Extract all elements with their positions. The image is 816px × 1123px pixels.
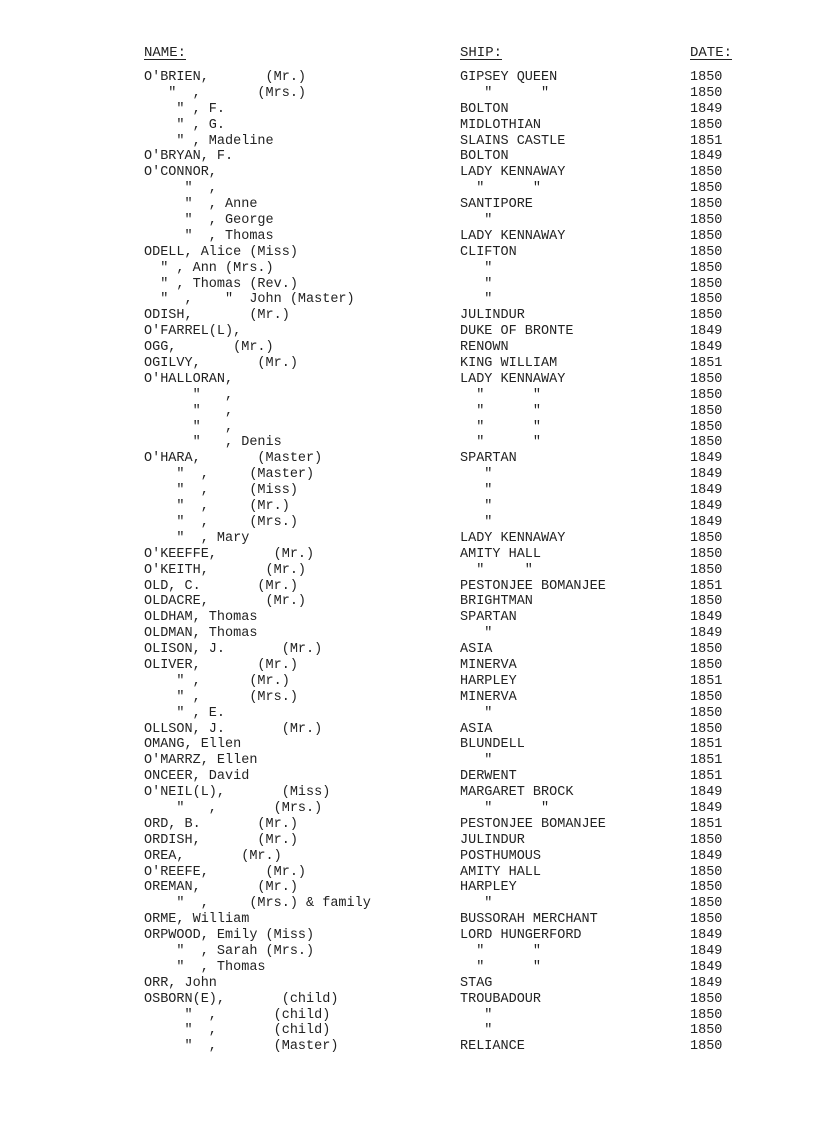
passenger-name: OLISON, J. (Mr.) [144,642,323,658]
ship-name: SPARTAN [460,610,517,626]
ship-name: LADY KENNAWAY [460,371,566,387]
arrival-date: 1850 [690,117,723,133]
passenger-name: ODELL, Alice (Miss) [144,244,298,260]
passenger-name: O'KEITH, (Mr.) [144,562,307,578]
table-row [0,165,816,181]
arrival-date: 1850 [690,181,723,197]
ship-name: PESTONJEE BOMANJEE [460,578,606,594]
arrival-date: 1850 [690,1007,723,1023]
passenger-name: OGG, (Mr.) [144,340,274,356]
ship-name: ASIA [460,721,493,737]
arrival-date: 1850 [690,197,723,213]
passenger-name: OLD, C. (Mr.) [144,578,298,594]
table-row [0,928,816,944]
table-row [0,706,816,722]
ship-name: LADY KENNAWAY [460,228,566,244]
ship-name: " [460,213,493,229]
ship-name: AMITY HALL [460,864,542,880]
passenger-name: " , Denis [144,435,282,451]
ship-name: SLAINS CASTLE [460,133,566,149]
arrival-date: 1850 [690,308,723,324]
passenger-name: " , Thomas (Rev.) [144,276,298,292]
ship-name: BLUNDELL [460,737,525,753]
passenger-name: O'CONNOR, [144,165,217,181]
header-date: DATE: [690,45,733,61]
table-row [0,515,816,531]
ship-name: MARGARET BROCK [460,785,574,801]
table-row [0,642,816,658]
passenger-name: OREMAN, (Mr.) [144,880,298,896]
arrival-date: 1849 [690,848,723,864]
table-row [0,340,816,356]
table-row [0,753,816,769]
passenger-name: " , Mary [144,530,250,546]
passenger-name: " , Thomas [144,228,274,244]
passenger-name: ORR, John [144,975,217,991]
passenger-name: O'FARREL(L), [144,324,242,340]
header-name: NAME: [144,45,187,61]
passenger-name: OLIVER, (Mr.) [144,657,298,673]
passenger-name: O'MARRZ, Ellen [144,753,258,769]
arrival-date: 1851 [690,356,723,372]
arrival-date: 1850 [690,419,723,435]
ship-name: " [460,499,493,515]
ship-name: " [460,483,493,499]
table-row [0,277,816,293]
ship-name: STAG [460,975,493,991]
passenger-name: ODISH, (Mr.) [144,308,290,324]
arrival-date: 1851 [690,816,723,832]
table-row [0,435,816,451]
passenger-name: O'NEIL(L), (Miss) [144,785,331,801]
table-row [0,769,816,785]
arrival-date: 1851 [690,578,723,594]
ship-name: " " [460,403,542,419]
table-row [0,880,816,896]
passenger-name: ORDISH, (Mr.) [144,832,298,848]
passenger-name: " , Madeline [144,133,274,149]
arrival-date: 1850 [690,864,723,880]
ship-name: " " [460,387,542,403]
passenger-name: " , Anne [144,197,258,213]
table-row [0,1008,816,1024]
ship-name: " [460,753,493,769]
table-row [0,801,816,817]
arrival-date: 1850 [690,435,723,451]
ship-name: BOLTON [460,101,509,117]
arrival-date: 1850 [690,85,723,101]
table-row [0,372,816,388]
passenger-name: " , E. [144,705,226,721]
passenger-name: " , (Mrs.) [144,689,298,705]
passenger-name: ORME, William [144,912,250,928]
passenger-name: " , (Mr.) [144,499,290,515]
table-row [0,531,816,547]
arrival-date: 1850 [690,387,723,403]
passenger-name: O'HALLORAN, [144,371,234,387]
table-row [0,229,816,245]
passenger-name: " , (child) [144,1007,331,1023]
arrival-date: 1850 [690,991,723,1007]
arrival-date: 1850 [690,721,723,737]
arrival-date: 1850 [690,657,723,673]
arrival-date: 1850 [690,1023,723,1039]
table-row [0,404,816,420]
passenger-name: OGILVY, (Mr.) [144,356,298,372]
ship-name: SPARTAN [460,451,517,467]
arrival-date: 1850 [690,546,723,562]
table-row [0,976,816,992]
ship-name: " " [460,959,542,975]
arrival-date: 1850 [690,594,723,610]
ship-name: MINERVA [460,689,517,705]
table-row [0,420,816,436]
table-row [0,579,816,595]
table-row [0,356,816,372]
table-row [0,833,816,849]
passenger-name: " , " John (Master) [144,292,355,308]
arrival-date: 1850 [690,403,723,419]
table-row [0,149,816,165]
column-header-row [0,44,816,64]
header-ship: SHIP: [460,45,503,61]
passenger-name: " , [144,387,234,403]
passenger-name: O'REEFE, (Mr.) [144,864,307,880]
passenger-name: ORPWOOD, Emily (Miss) [144,928,315,944]
ship-name: JULINDUR [460,832,525,848]
ship-name: TROUBADOUR [460,991,542,1007]
passenger-name: " , (Mrs.) & family [144,896,371,912]
ship-name: " " [460,85,550,101]
passenger-name: OLLSON, J. (Mr.) [144,721,323,737]
ship-name: DUKE OF BRONTE [460,324,574,340]
arrival-date: 1850 [690,562,723,578]
ship-name: HARPLEY [460,673,517,689]
table-row [0,308,816,324]
table-row [0,737,816,753]
table-row [0,324,816,340]
arrival-date: 1850 [690,689,723,705]
passenger-name: OSBORN(E), (child) [144,991,339,1007]
arrival-date: 1850 [690,642,723,658]
ship-name: " [460,467,493,483]
arrival-date: 1850 [690,70,723,85]
table-row [0,118,816,134]
arrival-date: 1851 [690,133,723,149]
arrival-date: 1850 [690,276,723,292]
table-row [0,563,816,579]
ship-name: JULINDUR [460,308,525,324]
ship-name: LORD HUNGERFORD [460,928,582,944]
arrival-date: 1849 [690,467,723,483]
table-row [0,197,816,213]
ship-name: " [460,626,493,642]
ship-name: MIDLOTHIAN [460,117,542,133]
arrival-date: 1849 [690,514,723,530]
ship-name: " " [460,181,542,197]
ship-name: POSTHUMOUS [460,848,542,864]
ship-name: CLIFTON [460,244,517,260]
table-row [0,70,816,86]
arrival-date: 1849 [690,943,723,959]
arrival-date: 1849 [690,499,723,515]
table-row [0,451,816,467]
ship-name: KING WILLIAM [460,356,558,372]
passenger-name: O'BRYAN, F. [144,149,234,165]
passenger-name: " , (Master) [144,1039,339,1055]
ship-name: LADY KENNAWAY [460,530,566,546]
passenger-name: OREA, (Mr.) [144,848,282,864]
arrival-date: 1850 [690,530,723,546]
passenger-list [0,70,816,1055]
table-row [0,912,816,928]
ship-name: AMITY HALL [460,546,542,562]
arrival-date: 1849 [690,626,723,642]
passenger-name: " , (Miss) [144,483,298,499]
passenger-name: " , Thomas [144,959,266,975]
table-row [0,865,816,881]
arrival-date: 1849 [690,610,723,626]
passenger-name: " , (Mr.) [144,673,290,689]
ship-name: SANTIPORE [460,197,533,213]
table-row [0,658,816,674]
table-row [0,483,816,499]
passenger-name: " , [144,419,234,435]
table-row [0,896,816,912]
arrival-date: 1849 [690,800,723,816]
arrival-date: 1850 [690,165,723,181]
ship-name: " [460,276,493,292]
passenger-name: OLDACRE, (Mr.) [144,594,307,610]
passenger-name: " , (child) [144,1023,331,1039]
ship-name: DERWENT [460,769,517,785]
arrival-date: 1851 [690,737,723,753]
table-row [0,960,816,976]
ship-name: " [460,292,493,308]
arrival-date: 1849 [690,451,723,467]
ship-name: BRIGHTMAN [460,594,533,610]
ship-name: ASIA [460,642,493,658]
table-row [0,547,816,563]
passenger-name: OLDHAM, Thomas [144,610,258,626]
passenger-name: " , (Mrs.) [144,800,323,816]
table-row [0,499,816,515]
passenger-name: OMANG, Ellen [144,737,242,753]
arrival-date: 1850 [690,896,723,912]
table-row [0,626,816,642]
ship-name: " [460,260,493,276]
table-row [0,261,816,277]
ship-name: " [460,896,493,912]
arrival-date: 1850 [690,292,723,308]
passenger-name: " , [144,403,234,419]
arrival-date: 1851 [690,769,723,785]
table-row [0,467,816,483]
table-row [0,817,816,833]
ship-name: BUSSORAH MERCHANT [460,912,598,928]
ship-name: BOLTON [460,149,509,165]
passenger-name: " , (Mrs.) [144,514,298,530]
passenger-name: " , Sarah (Mrs.) [144,943,315,959]
arrival-date: 1850 [690,228,723,244]
passenger-name: " , (Master) [144,467,315,483]
table-row [0,674,816,690]
table-row [0,610,816,626]
ship-name: " [460,514,493,530]
ship-name: " " [460,943,542,959]
table-row [0,102,816,118]
table-row [0,181,816,197]
ship-name: " " [460,419,542,435]
ship-name: PESTONJEE BOMANJEE [460,816,606,832]
table-row [0,849,816,865]
passenger-name: " , F. [144,101,226,117]
arrival-date: 1850 [690,213,723,229]
arrival-date: 1851 [690,673,723,689]
arrival-date: 1850 [690,705,723,721]
table-row [0,785,816,801]
ship-name: GIPSEY QUEEN [460,70,558,85]
arrival-date: 1850 [690,371,723,387]
ship-name: " " [460,562,533,578]
arrival-date: 1850 [690,912,723,928]
ship-name: " [460,1023,493,1039]
table-row [0,944,816,960]
arrival-date: 1849 [690,928,723,944]
table-row [0,1023,816,1039]
ship-name: " [460,705,493,721]
passenger-name: O'KEEFFE, (Mr.) [144,546,315,562]
table-row [0,388,816,404]
table-row [0,992,816,1008]
ship-name: RELIANCE [460,1039,525,1055]
arrival-date: 1849 [690,101,723,117]
ship-name: RENOWN [460,340,509,356]
arrival-date: 1849 [690,340,723,356]
arrival-date: 1851 [690,753,723,769]
arrival-date: 1849 [690,149,723,165]
table-row [0,245,816,261]
table-row [0,594,816,610]
passenger-name: ONCEER, David [144,769,250,785]
arrival-date: 1849 [690,324,723,340]
passenger-name: " , [144,181,217,197]
arrival-date: 1850 [690,880,723,896]
passenger-name: " , Ann (Mrs.) [144,260,274,276]
passenger-name: O'HARA, (Master) [144,451,323,467]
arrival-date: 1849 [690,785,723,801]
arrival-date: 1850 [690,260,723,276]
arrival-date: 1849 [690,975,723,991]
arrival-date: 1849 [690,483,723,499]
arrival-date: 1849 [690,959,723,975]
table-row [0,213,816,229]
table-row [0,86,816,102]
table-row [0,292,816,308]
ship-name: " [460,1007,493,1023]
ship-name: MINERVA [460,657,517,673]
ship-name: HARPLEY [460,880,517,896]
arrival-date: 1850 [690,1039,723,1055]
table-row [0,722,816,738]
passenger-name: O'BRIEN, (Mr.) [144,70,307,85]
ship-name: " " [460,435,542,451]
table-row [0,1039,816,1055]
table-row [0,690,816,706]
arrival-date: 1850 [690,244,723,260]
passenger-name: " , (Mrs.) [144,85,307,101]
passenger-name: ORD, B. (Mr.) [144,816,298,832]
ship-name: LADY KENNAWAY [460,165,566,181]
passenger-name: " , G. [144,117,226,133]
arrival-date: 1850 [690,832,723,848]
ship-name: " " [460,800,550,816]
passenger-name: " , George [144,213,274,229]
table-row [0,134,816,150]
passenger-name: OLDMAN, Thomas [144,626,258,642]
